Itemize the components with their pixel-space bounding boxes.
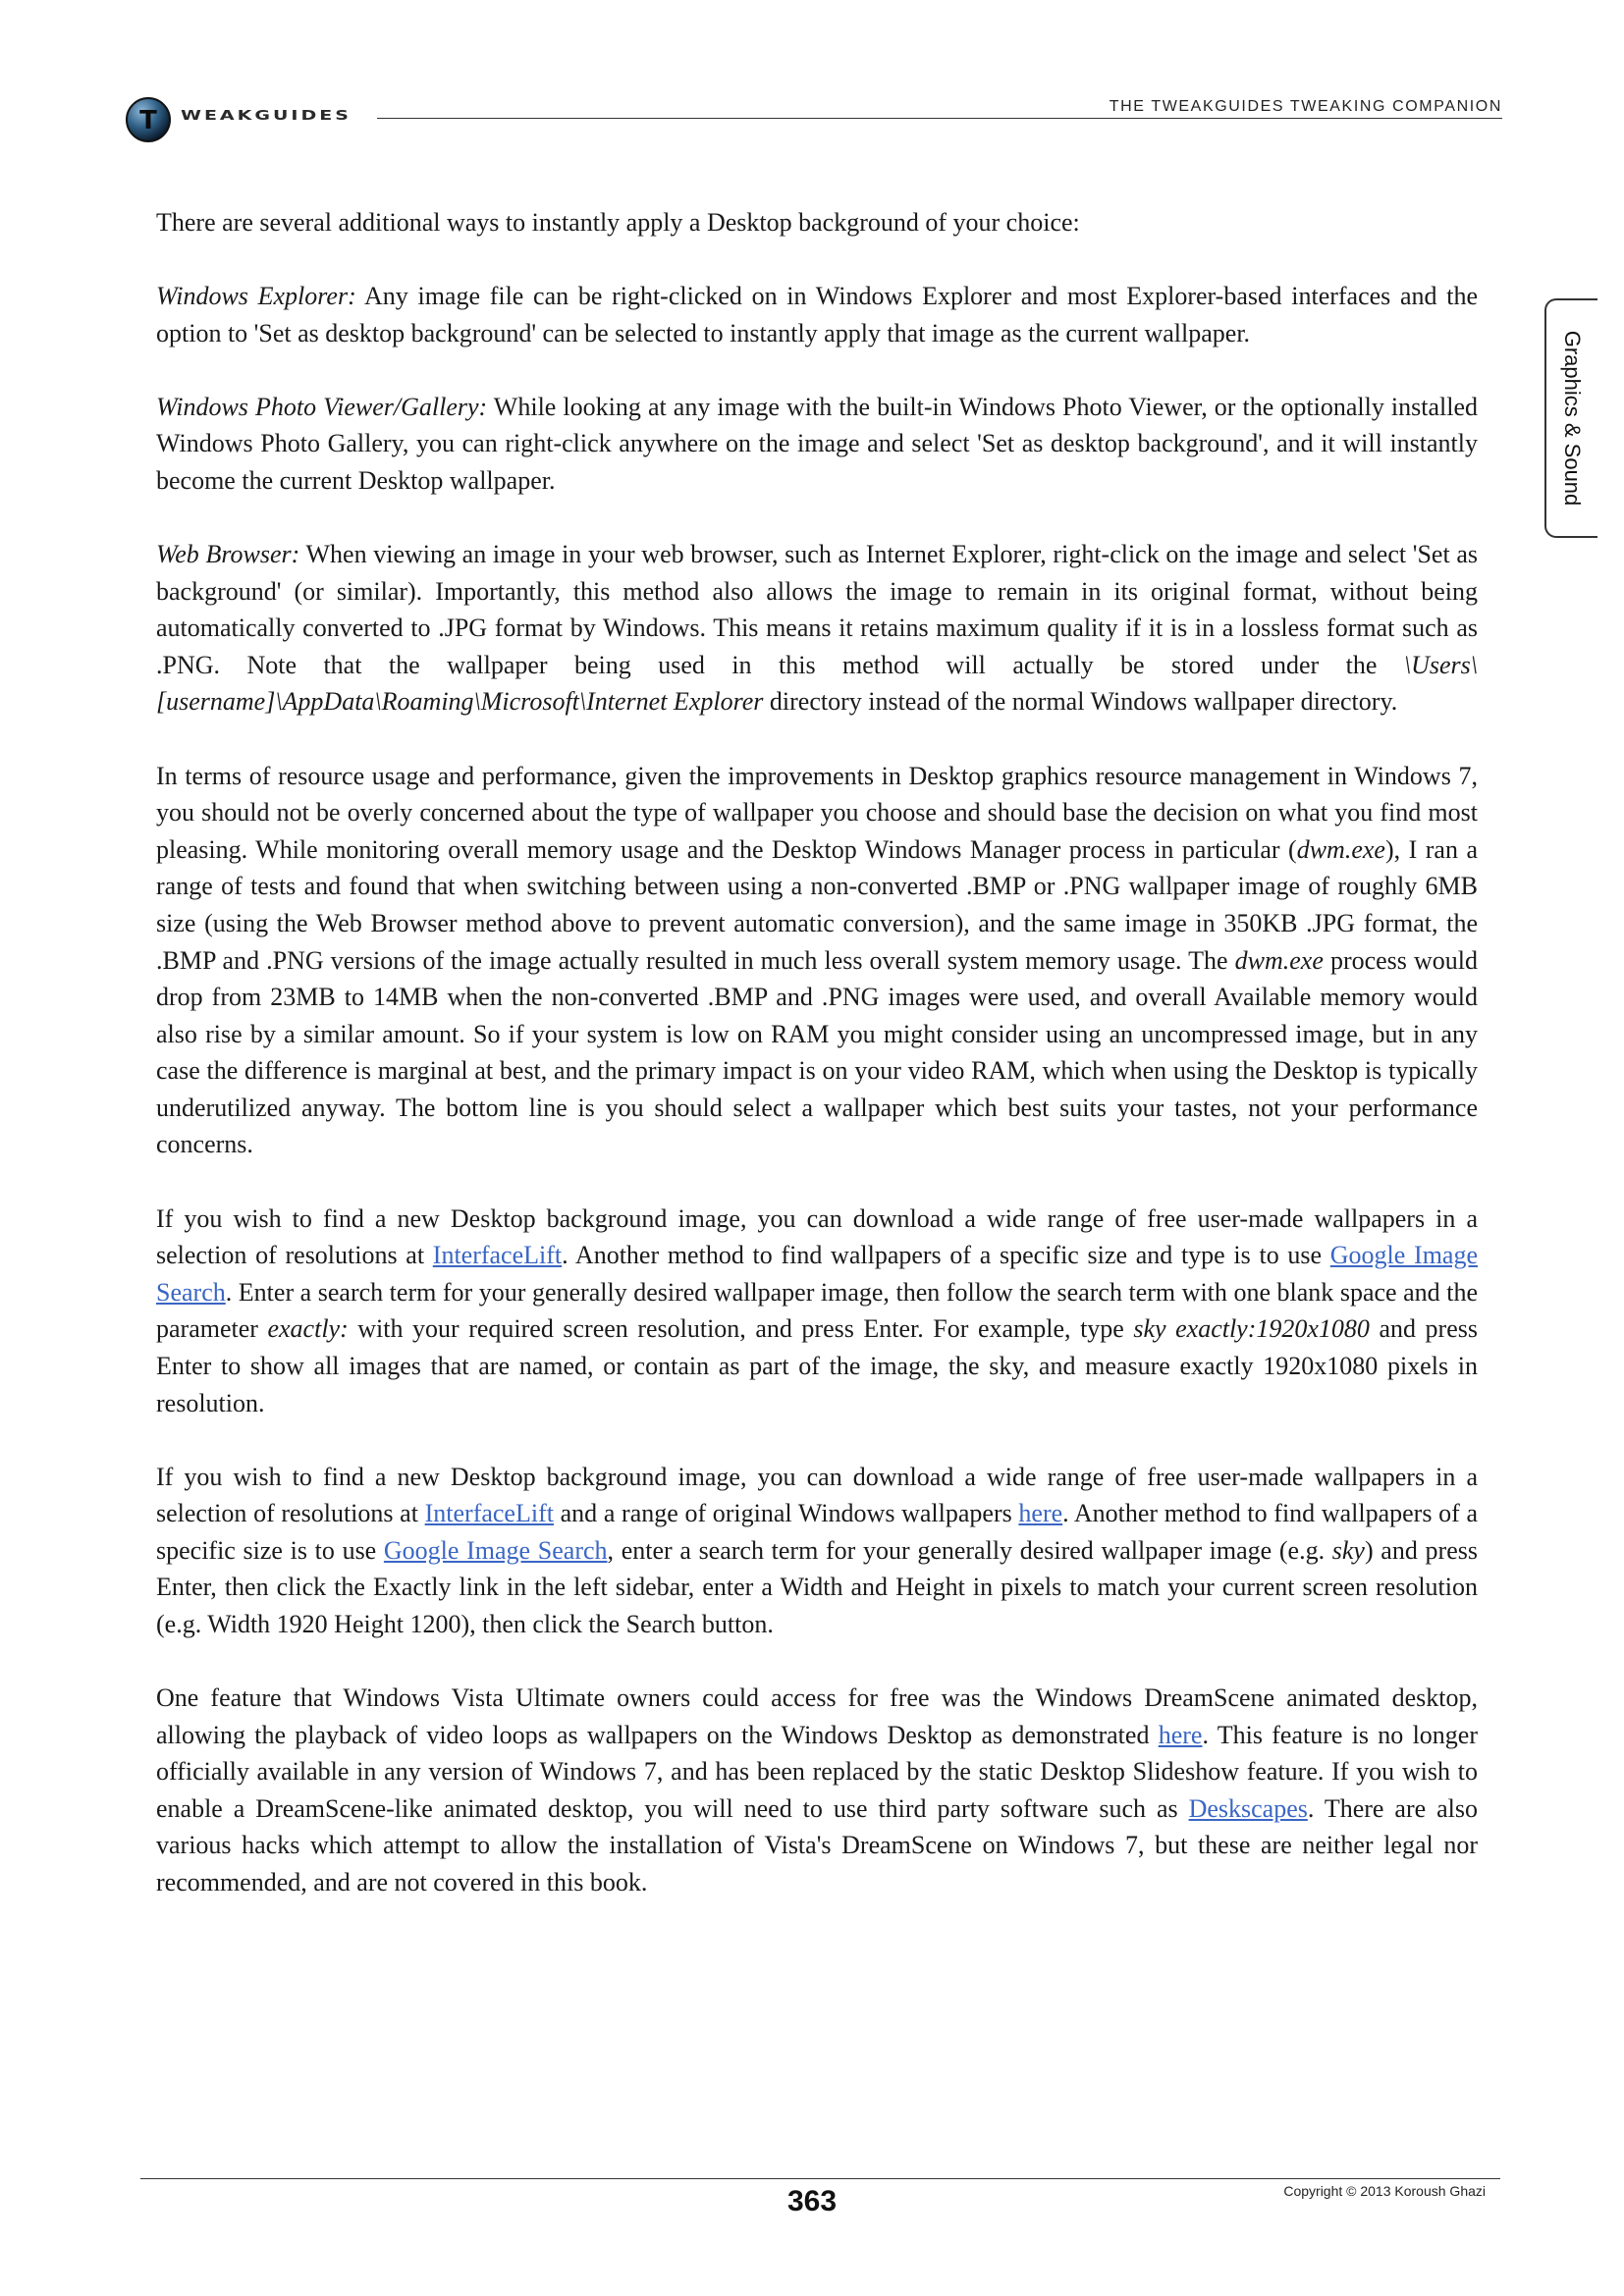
page-number: 363	[786, 2185, 838, 2217]
link-google-image-search[interactable]: Google Image Search	[156, 1241, 1478, 1307]
section-side-tab	[1544, 298, 1597, 538]
link-windows-wallpapers-here[interactable]: here	[1018, 1499, 1063, 1528]
link-deskscapes[interactable]: Deskscapes	[1188, 1793, 1308, 1823]
link-interfacelift[interactable]: InterfaceLift	[432, 1241, 563, 1270]
paragraph-find-wallpaper-1: If you wish to find a new Desktop background image, you can download a wide range of free user-made wallpapers in a selection of resolutions at InterfaceLift. Another method to find wallpapers of a specific size and type is to use Google Image Search. Enter a search term for your generally desired wallpaper image, then follow the search term with one blank space and the parameter exactly: with your required screen resolution, and press Enter. For example, type sky exactly:1920x1080 and press Enter to show all images that are named, or contain as part of the image, the sky, and measure exactly 1920x1080 pixels in resolution.	[156, 1203, 1478, 1417]
paragraph-performance: In terms of resource usage and performance, given the improvements in Desktop graphics resource management in Windows 7, you should not be overly concerned about the type of wallpaper you choose and should base the decision on what you find most pleasing. While monitoring overall memory usage and the Desktop Windows Manager process in particular (dwm.exe), I ran a range of tests and found that when switching between using a non-converted .BMP or .PNG wallpaper image of roughly 6MB size (using the Web Browser method above to prevent automatic conversion), and the same image in 350KB .JPG format, the .BMP and .PNG versions of the image actually resulted in much less overall system memory usage. The dwm.exe process would drop from 23MB to 14MB when the non-converted .BMP and .PNG images were used, and overall Available memory would also rise by a similar amount. So if your system is low on RAM you might consider using an uncompressed image, but in any case the difference is marginal at best, and the primary impact is on your video RAM, which when using the Desktop is typically underutilized anyway. The bottom line is you should select a wallpaper which best suits your tastes, not your performance concerns.	[156, 761, 1478, 1159]
footer-rule	[140, 2178, 1500, 2179]
term-photo-viewer: Windows Photo Viewer/Gallery:	[156, 392, 488, 421]
page-body	[156, 204, 1478, 1938]
paragraph-web-browser: Web Browser: When viewing an image in your web browser, such as Internet Explorer, right-click on the image and select 'Set as background' (or similar). Importantly, this method also allows the image to remain in its original format, without being automatically converted to .JPG format by Windows. This means it retains maximum quality if it is in a lossless format such as .PNG. Note that the wallpaper being used in this method will actually be stored under the \Users\[username]\AppData\Roaming\Microsoft\Internet Explorer directory instead of the normal Windows wallpaper directory.	[156, 540, 1478, 717]
paragraph-windows-explorer: Windows Explorer: Any image file can be right-clicked on in Windows Explorer and most Explorer-based interfaces and the option to 'Set as desktop background' can be selected to instantly apply that image as the current wallpaper.	[156, 282, 1478, 347]
paragraph-intro: There are several additional ways to instantly apply a Desktop background of your choice:	[156, 208, 1080, 237]
paragraph-find-wallpaper-2: If you wish to find a new Desktop background image, you can download a wide range of free user-made wallpapers in a selection of resolutions at InterfaceLift and a range of original Windows wallpapers here. Another method to find wallpapers of a specific size is to use Google Image Search, enter a search term for your generally desired wallpaper image (e.g. sky) and press Enter, then click the Exactly link in the left sidebar, enter a Width and Height in pixels to match your current screen resolution (e.g. Width 1920 Height 1200), then click the Search button.	[156, 1462, 1478, 1638]
svg-text:T: T	[139, 106, 157, 135]
side-tab-label: Graphics & Sound	[1560, 330, 1585, 507]
header-rule	[377, 118, 1502, 119]
link-dreamscene-here[interactable]: here	[1158, 1720, 1203, 1749]
process-name: dwm.exe	[1234, 945, 1324, 975]
link-google-image-search[interactable]: Google Image Search	[383, 1535, 608, 1565]
header-title: THE TWEAKGUIDES TWEAKING COMPANION	[1109, 98, 1502, 115]
paragraph-dreamscene: One feature that Windows Vista Ultimate owners could access for free was the Windows DreamScene animated desktop, allowing the playback of video loops as wallpapers on the Windows Desktop as demonstrated here. This feature is no longer officially available in any version of Windows 7, and has been replaced by the static Desktop Slideshow feature. If you wish to enable a DreamScene-like animated desktop, you will need to use third party software such as Deskscapes. There are also various hacks which attempt to allow the installation of Vista's DreamScene on Windows 7, but these are neither legal nor recommended, and are not covered in this book.	[156, 1683, 1478, 1897]
process-name: dwm.exe	[1296, 834, 1385, 864]
logo-globe-icon	[125, 96, 172, 143]
tweakguides-logo	[125, 96, 360, 143]
wallpaper-path: \Users\[username]\AppData\Roaming\Microsoft\Internet Explorer	[156, 650, 1478, 717]
link-interfacelift[interactable]: InterfaceLift	[424, 1499, 554, 1528]
term-windows-explorer: Windows Explorer:	[156, 282, 356, 311]
paragraph-photo-viewer: Windows Photo Viewer/Gallery: While looking at any image with the built-in Windows Photo Viewer, or the optionally installed Windows Photo Gallery, you can right-click anywhere on the image and select 'Set as desktop background', and it will instantly become the current Desktop wallpaper.	[156, 392, 1478, 495]
logo-wordmark: WEAKGUIDES	[181, 108, 352, 124]
copyright-notice: Copyright © 2013 Koroush Ghazi	[1283, 2183, 1486, 2199]
term-web-browser: Web Browser:	[156, 540, 300, 569]
